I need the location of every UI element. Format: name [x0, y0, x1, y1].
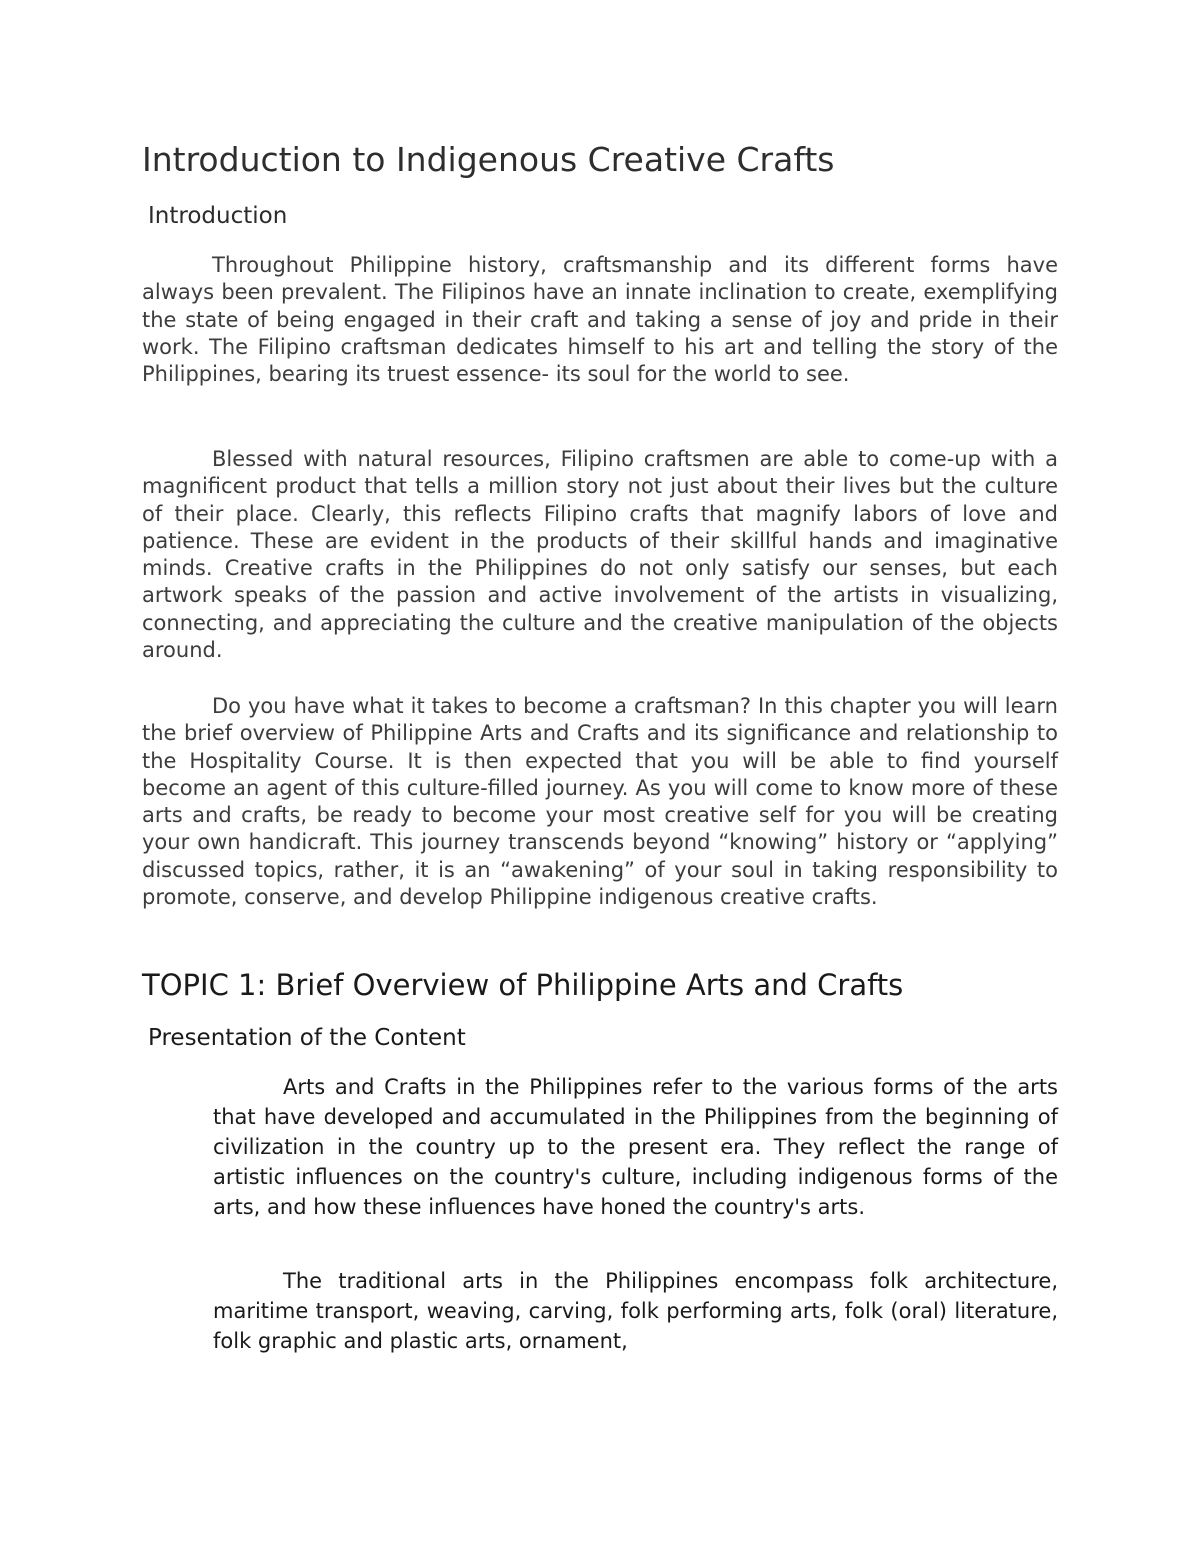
intro-paragraph-1: Throughout Philippine history, craftsmanship and its different forms have always been prevalent. The Filipinos have an innate inclination to create, exemplifying the state of being engaged in their craft and taking a sense of joy and pride in their work. The Filipino craftsman dedicates himself to his art and telling the story of the Philippines, bearing its truest essence- its soul for the world to see. — [142, 253, 1058, 387]
intro-paragraph-2: Blessed with natural resources, Filipino craftsmen are able to come-up with a magnificent product that tells a million story not just about their lives but the culture of their place. Clearly, this reflects Filipino crafts that magnify labors of love and patience. These are evident in the products of their skillful hands and imaginative minds. Creative crafts in the Philippines do not only satisfy our senses, but each artwork speaks of the passion and active involvement of the artists in visualizing, connecting, and appreciating the culture and the creative manipulation of the objects around. — [142, 447, 1058, 663]
intro-paragraph-3: Do you have what it takes to become a craftsman? In this chapter you will learn the brief overview of Philippine Arts and Crafts and its significance and relationship to the Hospitality Course. It is then expected that you will be able to find yourself become an agent of this culture-filled journey. As you will come to know more of these arts and crafts, be ready to become your most creative self for you will be creating your own handicraft. This journey transcends beyond “knowing” history or “applying” discussed topics, rather, it is an “awakening” of your soul in taking responsibility to promote, conserve, and develop Philippine indigenous creative crafts. — [142, 694, 1058, 910]
content-paragraph-1: Arts and Crafts in the Philippines refer to the various forms of the arts that have developed and accumulated in the Philippines from the beginning of civilization in the country up to the present era. They reflect the range of artistic influences on the country's culture, including indigenous forms of the arts, and how these influences have honed the country's arts. — [213, 1075, 1058, 1219]
topic-heading: TOPIC 1: Brief Overview of Philippine Arts and Crafts — [142, 968, 904, 1002]
introduction-heading: Introduction — [148, 203, 288, 229]
content-heading: Presentation of the Content — [148, 1025, 466, 1051]
document-title: Introduction to Indigenous Creative Crafts — [142, 140, 835, 179]
content-paragraph-2: The traditional arts in the Philippines encompass folk architecture, maritime transport, weaving, carving, folk performing arts, folk (oral) literature, folk graphic and plastic arts, ornament, — [213, 1269, 1058, 1353]
